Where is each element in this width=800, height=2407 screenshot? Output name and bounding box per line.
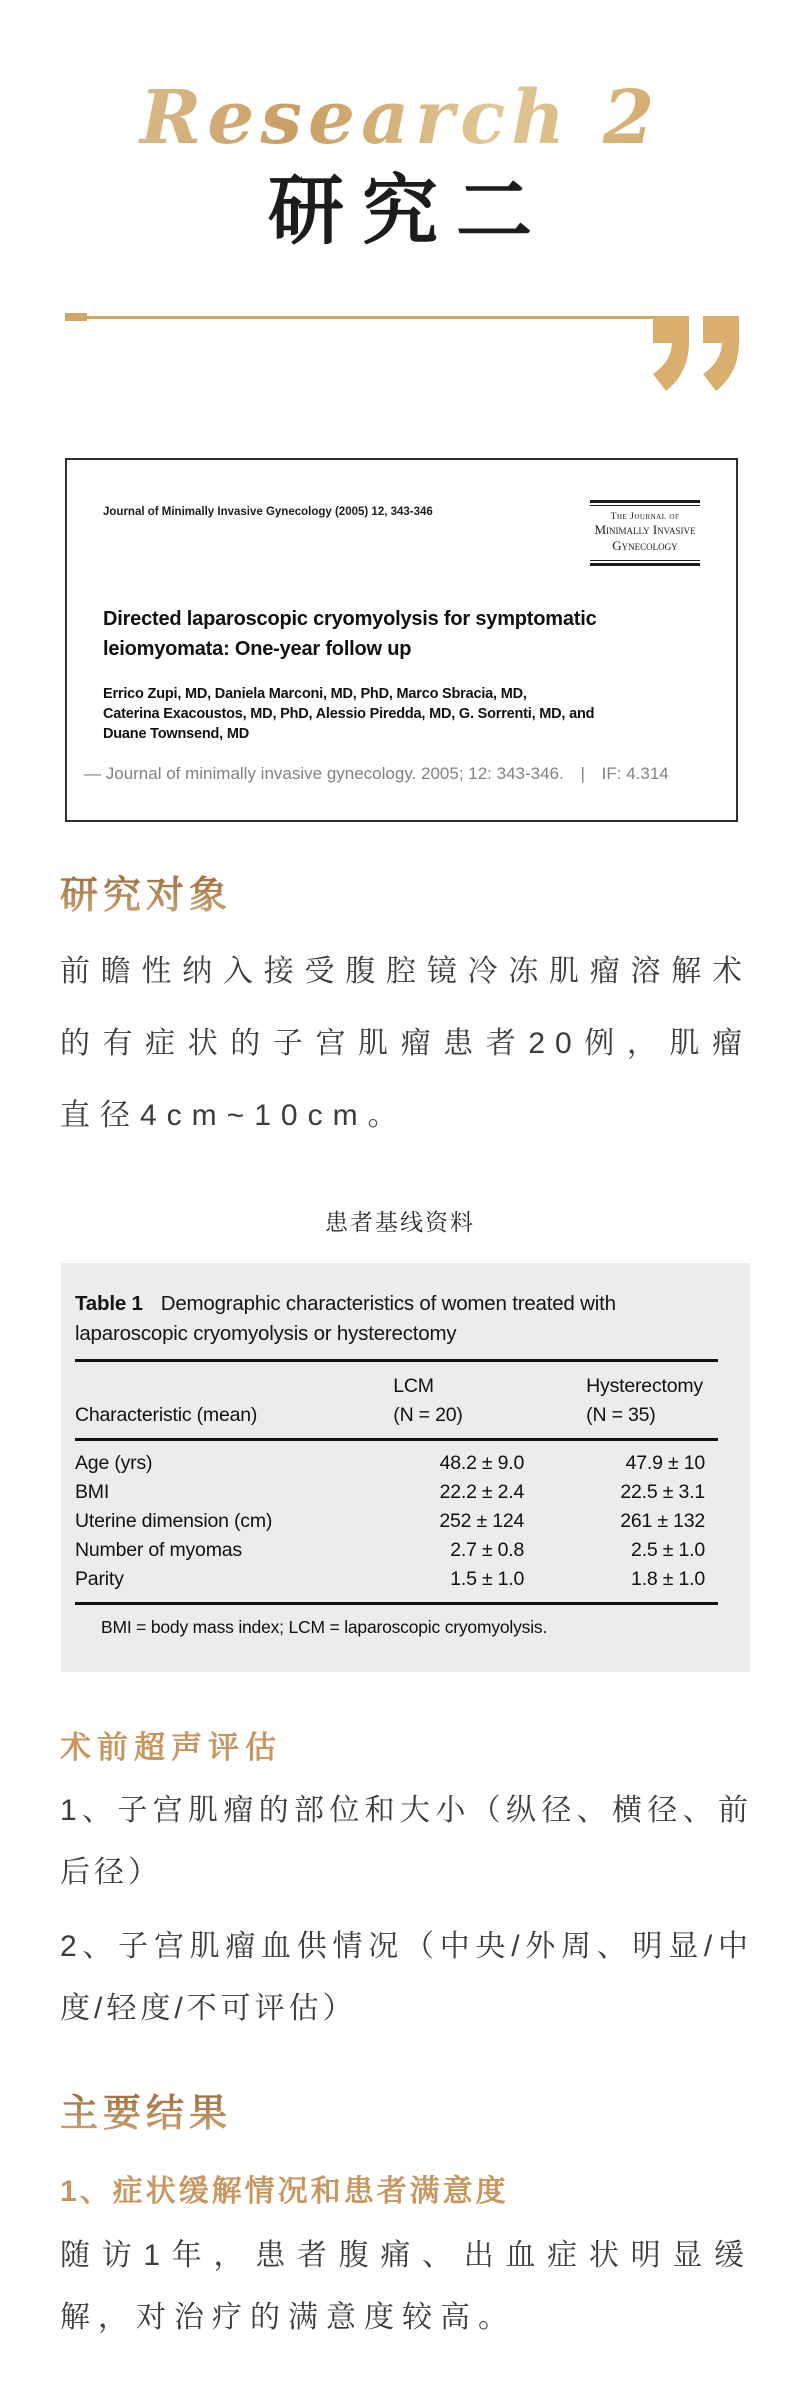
row-label: Age (yrs): [75, 1451, 153, 1474]
heading-preop-ultrasound: 术前超声评估: [60, 1729, 282, 1765]
citation-text: Journal of minimally invasive gynecology. 2005; 12: 343-346.: [105, 764, 564, 784]
table-caption: 患者基线资料: [325, 1208, 475, 1235]
page-title-english: Research 2: [0, 0, 800, 159]
section-divider: [65, 316, 743, 396]
row-label: Uterine dimension (cm): [75, 1509, 273, 1532]
hysterectomy-value: 1.8 ± 1.0: [586, 1565, 718, 1604]
journal-article-card: [65, 458, 738, 822]
baseline-table: [61, 1263, 750, 1672]
col-header-hysterectomy: Hysterectomy: [586, 1374, 703, 1397]
paper-title: Directed laparoscopic cryomyolysis for symptomatic leiomyomata: One-year follow up: [103, 608, 597, 661]
hysterectomy-value: 47.9 ± 10: [625, 1451, 705, 1474]
journal-logo-line2: Minimally Invasive: [594, 522, 696, 538]
journal-logo-line1: The Journal of: [610, 512, 680, 523]
col-header-n35: (N = 35): [586, 1401, 718, 1440]
empty-header-cell: [75, 1362, 393, 1401]
lcm-value: 252 ± 124: [439, 1509, 525, 1532]
table-row: [75, 1507, 718, 1536]
ultrasound-item-2: 2、子宫肌瘤血供情况（中央/外周、明显/中度/轻度/不可评估）: [60, 1930, 752, 2026]
logo-rule-bottom-thin: [590, 560, 700, 561]
logo-rule-top-thin: [590, 505, 700, 506]
lcm-value: 2.7 ± 0.8: [450, 1538, 525, 1561]
subheading-symptom-relief: 1、症状缓解情况和患者满意度: [60, 2174, 509, 2208]
table-row: [75, 1439, 718, 1478]
hysterectomy-value: 22.5 ± 3.1: [620, 1480, 705, 1503]
logo-rule-top-thick: [590, 500, 700, 503]
col-header-characteristic: Characteristic (mean): [75, 1401, 393, 1440]
journal-logo: [590, 500, 700, 567]
table-footnote: BMI = body mass index; LCM = laparoscopic cryomyolysis.: [101, 1616, 548, 1637]
ultrasound-item-1: 1、子宫肌瘤的部位和大小（纵径、横径、前后径）: [60, 1794, 752, 1890]
table-header-row: [75, 1401, 718, 1440]
logo-rule-bottom-thick: [590, 563, 700, 566]
table-group-header-row: [75, 1362, 718, 1401]
col-header-lcm: LCM: [393, 1374, 434, 1397]
study-subjects-paragraph: 前瞻性纳入接受腹腔镜冷冻肌瘤溶解术的有症状的子宫肌瘤患者20例，肌瘤直径4cm~10cm。: [60, 954, 752, 1132]
col-header-n20: (N = 20): [393, 1401, 586, 1440]
paper-citation: [84, 764, 700, 784]
table-title-text: Demographic characteristics of women treated with laparoscopic cryomyolysis or hysterectomy: [75, 1291, 616, 1345]
journal-reference-line: Journal of Minimally Invasive Gynecology (2005) 12, 343-346: [103, 506, 433, 519]
impact-factor: IF: 4.314: [601, 764, 669, 784]
results-paragraph: 随访1年，患者腹痛、出血症状明显缓解，对治疗的满意度较高。: [60, 2238, 752, 2334]
journal-logo-line3: Gynecology: [612, 537, 678, 553]
authors-line: Errico Zupi, MD, Daniela Marconi, MD, PhD, Marco Sbracia, MD,: [103, 686, 527, 703]
row-label: Number of myomas: [75, 1538, 242, 1561]
lcm-value: 1.5 ± 1.0: [393, 1565, 586, 1604]
table-row: [75, 1536, 718, 1565]
hysterectomy-value: 2.5 ± 1.0: [631, 1538, 705, 1561]
table-title: [75, 1289, 630, 1349]
heading-main-results: 主要结果: [60, 2092, 800, 2138]
lcm-value: 48.2 ± 9.0: [439, 1451, 525, 1474]
citation-dash: —: [84, 764, 101, 784]
table-label: Table 1: [75, 1291, 143, 1315]
row-label: Parity: [75, 1565, 393, 1604]
paper-authors: [103, 684, 700, 744]
quote-icon: [651, 316, 743, 394]
table-row: [75, 1478, 718, 1507]
row-label: BMI: [75, 1480, 110, 1503]
demographics-table: [75, 1362, 718, 1605]
lcm-value: 22.2 ± 2.4: [439, 1480, 525, 1503]
divider-line: [65, 316, 655, 319]
card-header-row: [103, 500, 700, 570]
table-row: [75, 1565, 718, 1604]
citation-separator: |: [580, 764, 585, 784]
heading-study-subjects: 研究对象: [60, 874, 800, 920]
authors-line: Duane Townsend, MD: [103, 726, 249, 743]
hysterectomy-value: 261 ± 132: [620, 1509, 705, 1532]
page-title-chinese: 研究二: [268, 170, 550, 255]
authors-line: Caterina Exacoustos, MD, PhD, Alessio Piredda, MD, G. Sorrenti, MD, and: [103, 706, 595, 723]
